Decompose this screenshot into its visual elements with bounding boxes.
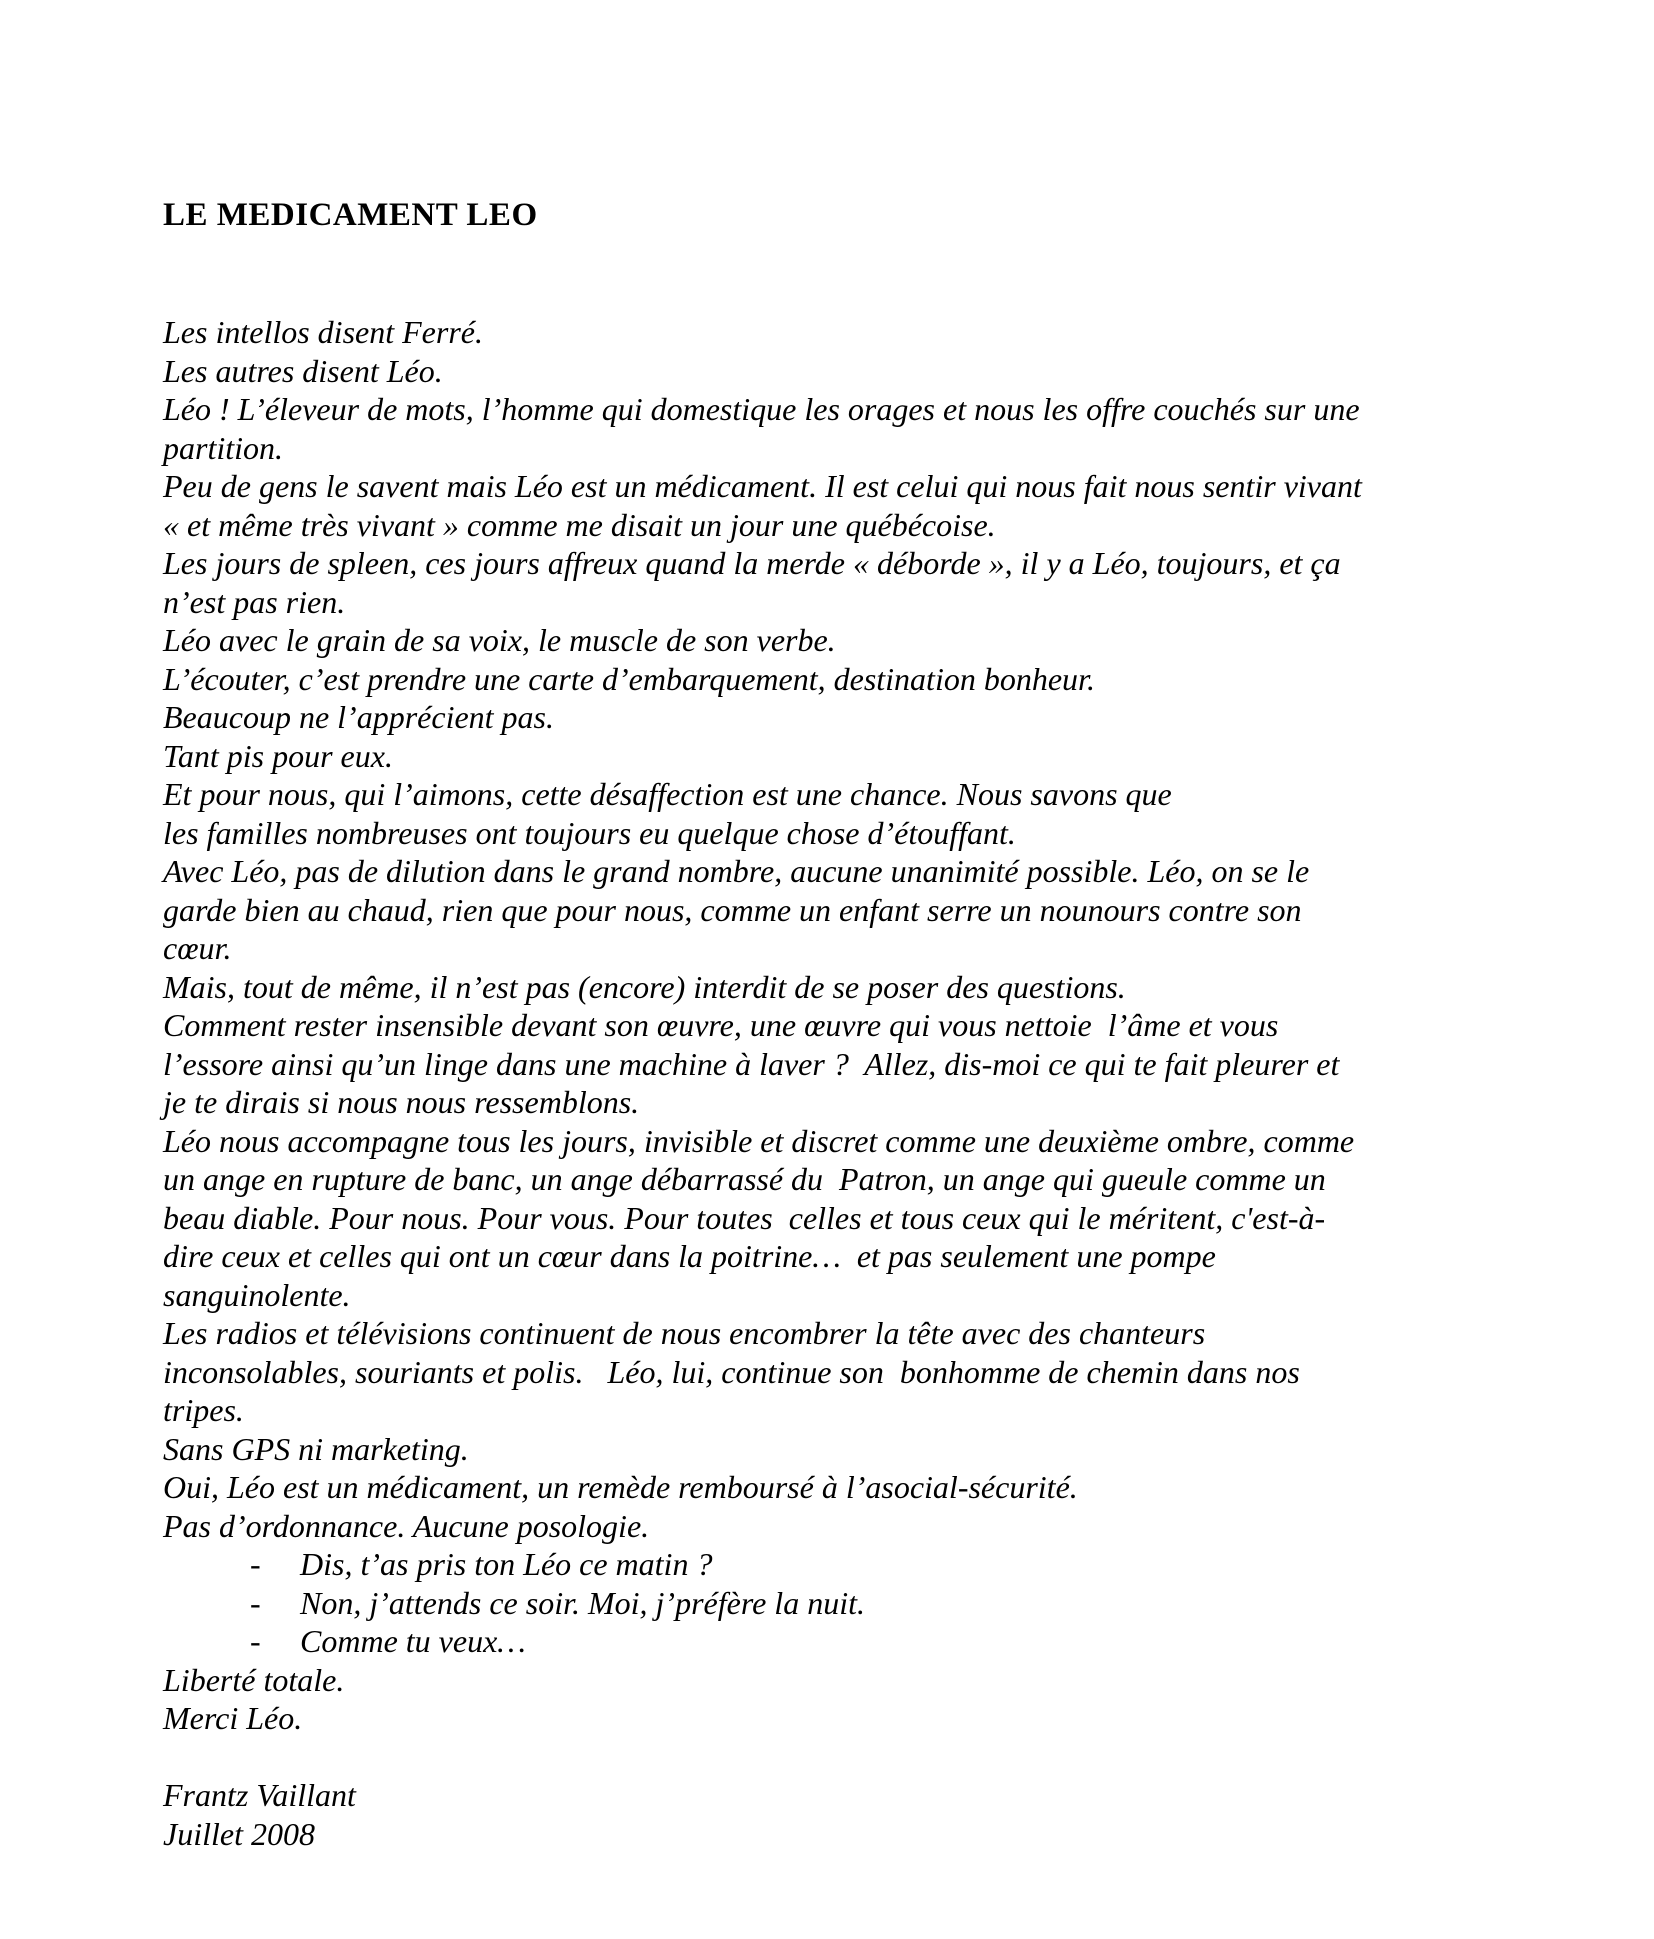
dialogue-line bbox=[163, 1622, 1534, 1661]
dialogue-text: Comme tu veux… bbox=[300, 1623, 526, 1659]
text-line: Merci Léo. bbox=[163, 1700, 303, 1736]
dialogue-line bbox=[163, 1584, 1534, 1623]
text-line: Oui, Léo est un médicament, un remède remboursé à l’asocial-sécurité. bbox=[163, 1469, 1078, 1505]
dash-bullet: - bbox=[250, 1623, 261, 1659]
dash-bullet: - bbox=[250, 1584, 261, 1621]
signature-block bbox=[163, 1776, 1534, 1853]
text-line: Léo nous accompagne tous les jours, invisible et discret comme une deuxième ombre, comme bbox=[163, 1122, 1355, 1159]
document-content bbox=[163, 196, 1534, 1853]
text-line: Les radios et télévisions continuent de nous encombrer la tête avec des chanteurs bbox=[163, 1315, 1206, 1351]
text-line: Beaucoup ne l’apprécient pas. bbox=[163, 699, 554, 735]
text-line: Sans GPS ni marketing. bbox=[163, 1430, 469, 1467]
text-line: Et pour nous, qui l’aimons, cette désaffection est une chance. Nous savons que bbox=[163, 776, 1172, 812]
text-line: dire ceux et celles qui ont un cœur dans la poitrine… et pas seulement une pompe bbox=[163, 1238, 1216, 1274]
text-line: Mais, tout de même, il n’est pas (encore) interdit de se poser des questions. bbox=[163, 968, 1126, 1005]
dialogue-text: Dis, t’as pris ton Léo ce matin ? bbox=[300, 1546, 713, 1582]
text-line: Tant pis pour eux. bbox=[163, 737, 393, 774]
signature-date: Juillet 2008 bbox=[163, 1815, 315, 1852]
body-lines bbox=[163, 313, 1534, 1738]
dash-bullet: - bbox=[250, 1546, 261, 1582]
text-line: Les jours de spleen, ces jours affreux quand la merde « déborde », il y a Léo, toujours, et ça bbox=[163, 545, 1341, 581]
text-line: Les autres disent Léo. bbox=[163, 352, 443, 389]
signature-author: Frantz Vaillant bbox=[163, 1777, 356, 1813]
text-line: Pas d’ordonnance. Aucune posologie. bbox=[163, 1507, 650, 1544]
text-line: un ange en rupture de banc, un ange débarrassé du Patron, un ange qui gueule comme un bbox=[163, 1161, 1326, 1197]
dialogue-line bbox=[163, 1545, 1534, 1584]
text-line: Avec Léo, pas de dilution dans le grand nombre, aucune unanimité possible. Léo, on se le bbox=[163, 853, 1310, 889]
text-line: inconsolables, souriants et polis. Léo, lui, continue son bonhomme de chemin dans nos bbox=[163, 1353, 1300, 1390]
text-line: partition. bbox=[163, 429, 284, 466]
text-line: garde bien au chaud, rien que pour nous, comme un enfant serre un nounours contre son bbox=[163, 891, 1302, 928]
text-line: Liberté totale. bbox=[163, 1661, 345, 1698]
document-title: LE MEDICAMENT LEO bbox=[163, 197, 538, 233]
text-line: Peu de gens le savent mais Léo est un médicament. Il est celui qui nous fait nous sentir vivant bbox=[163, 468, 1362, 504]
text-line: Léo ! L’éleveur de mots, l’homme qui domestique les orages et nous les offre couchés sur une bbox=[163, 391, 1360, 427]
text-line: tripes. bbox=[163, 1392, 244, 1428]
text-line: cœur. bbox=[163, 930, 232, 966]
text-line: L’écouter, c’est prendre une carte d’embarquement, destination bonheur. bbox=[163, 660, 1095, 697]
text-line: les familles nombreuses ont toujours eu quelque chose d’étouffant. bbox=[163, 814, 1016, 851]
text-line: Léo avec le grain de sa voix, le muscle de son verbe. bbox=[163, 622, 836, 658]
text-line: Comment rester insensible devant son œuvre, une œuvre qui vous nettoie l’âme et vous bbox=[163, 1007, 1279, 1043]
text-line: Les intellos disent Ferré. bbox=[163, 314, 483, 350]
text-line: « et même très vivant » comme me disait un jour une québécoise. bbox=[163, 506, 996, 543]
text-line: l’essore ainsi qu’un linge dans une machine à laver ? Allez, dis-moi ce qui te fait pleurer et bbox=[163, 1045, 1340, 1082]
text-line: beau diable. Pour nous. Pour vous. Pour toutes celles et tous ceux qui le méritent, c'est-à- bbox=[163, 1199, 1326, 1236]
dialogue-text: Non, j’attends ce soir. Moi, j’préfère la nuit. bbox=[300, 1584, 865, 1621]
text-line: je te dirais si nous nous ressemblons. bbox=[163, 1084, 640, 1120]
text-line: n’est pas rien. bbox=[163, 583, 346, 620]
text-line: sanguinolente. bbox=[163, 1276, 351, 1313]
